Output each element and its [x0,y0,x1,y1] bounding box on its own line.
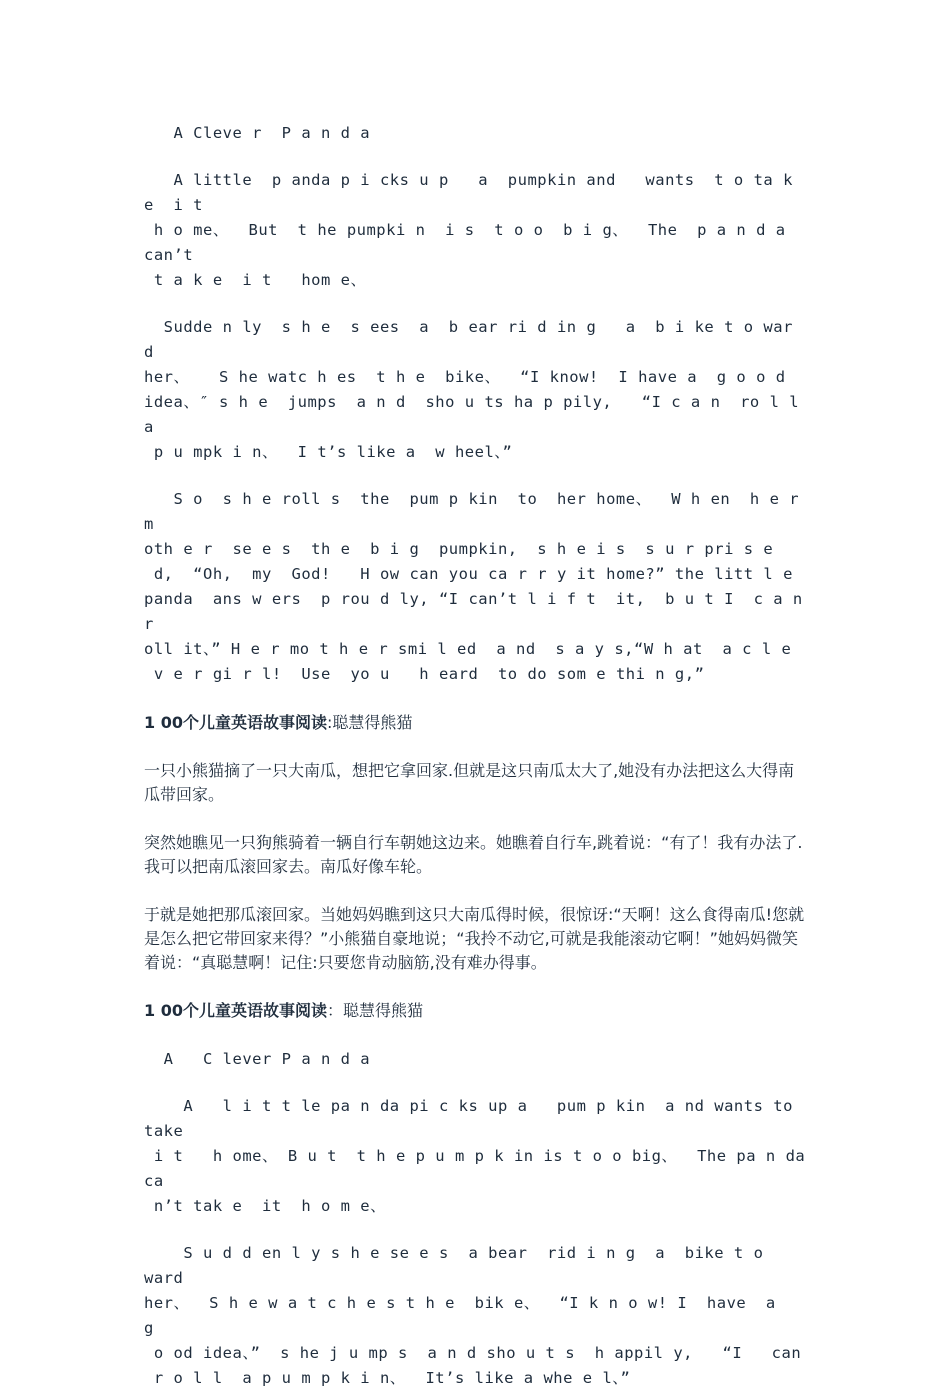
heading-2-bold: 1 00个儿童英语故事阅读 [144,1001,327,1020]
chinese-paragraph-1: 一只小熊猫摘了一只大南瓜，想把它拿回家.但就是这只南瓜太大了,她没有办法把这么大得南瓜带回家。 [144,761,795,804]
heading-1-rest: :聪慧得熊猫 [326,713,413,732]
story-title-english: A Cleve r P a n d a [144,124,371,142]
heading-1-bold: 1 00个儿童英语故事阅读 [144,713,327,732]
story-paragraph-2: Sudde n ly s h e s ees a b ear ri d in g a b i ke t o war d her、 S he watc h es t h e bike、 “I know! I have a g o o d idea、″ s h e jumps a n d sho u ts ha p pily, “I c a n ro l l a p u mpk i n、 I t’s like a w heel、” [144,318,800,461]
document-body [144,121,808,1391]
heading-2-rest: ：聪慧得熊猫 [326,1001,423,1020]
story-title-english-2: A C lever P a n d a [144,1050,371,1068]
chinese-section-heading-2 [144,999,808,1023]
chinese-section-heading-1 [144,711,808,735]
chinese-paragraph-2: 突然她瞧见一只狗熊骑着一辆自行车朝她这边来。她瞧着自行车,跳着说：“有了！我有办法了.我可以把南瓜滚回家去。南瓜好像车轮。 [144,833,803,876]
story-paragraph-1: A little p anda p i cks u p a pumpkin and wants t o ta k e i t h o me、 But t he pumpki n i s t o o b i g、 The p a n d a can’t t a k e i t hom e、 [144,171,793,289]
chinese-paragraph-3: 于就是她把那瓜滚回家。当她妈妈瞧到这只大南瓜得时候，很惊讶:“天啊！这么食得南瓜!您就是怎么把它带回家来得？”小熊猫自豪地说；“我拎不动它,可就是我能滚动它啊！”她妈妈微笑着说：“真聪慧啊！记住:只要您肯动脑筋,没有难办得事。 [144,905,805,972]
story-paragraph-4: A l i t t le pa n da pi c ks up a pum p kin a nd wants to take i t h ome、 B u t t h e p u m p k in is t o o big、 The pa n da ca n’t tak e it h o m e、 [144,1097,806,1215]
story-paragraph-3: S o s h e roll s the pum p kin to her home、 W h en h e r m oth e r se e s th e b i g pumpkin, s h e i s s u r pri s e d, “Oh, my God! H ow can you ca r r y it home?” the litt l e panda ans w ers p rou d ly, “I can’t l i f t it, b u t I c a n r oll it、” H e r mo t h e r smi l ed a nd s a y s,“W h at a c l e v e r gi r l! Use yo u h eard to do som e thi n g,” [144,490,803,683]
story-paragraph-5: S u d d en l y s h e se e s a bear rid i n g a bike t o ward her、 S h e w a t c h e s t h e bik e、 “I k n o w! I have a g o od idea、” s he j u mp s a n d sho u t s h appil y, “I can r o l l a p u m p k i n、 It’s like a whe e l、” [144,1244,802,1387]
